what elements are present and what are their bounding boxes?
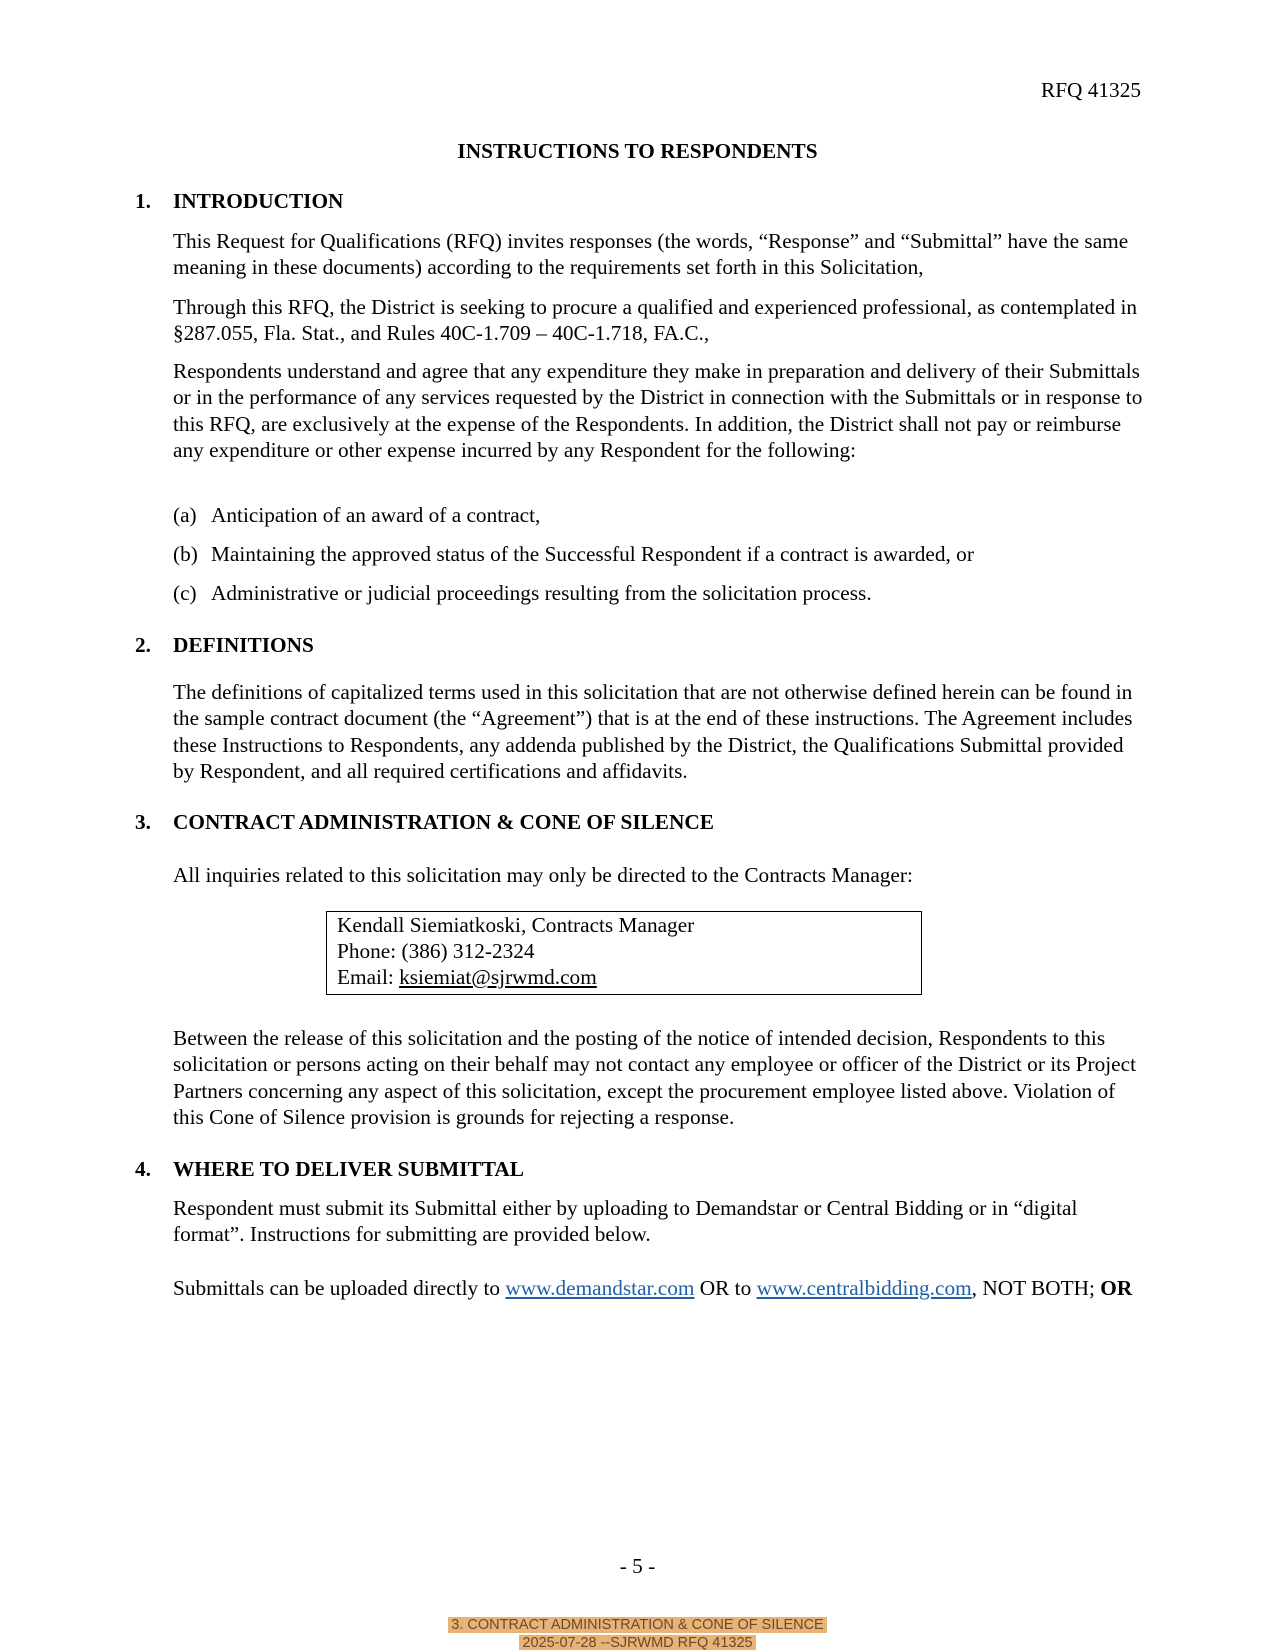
section-heading: WHERE TO DELIVER SUBMITTAL (173, 1157, 524, 1181)
list-label: (a) (173, 503, 197, 527)
centralbidding-link[interactable]: www.centralbidding.com (756, 1276, 972, 1300)
footer-line-2 (0, 1634, 1275, 1650)
email-link[interactable]: ksiemiat@sjrwmd.com (399, 965, 597, 989)
bold-or: OR (1100, 1276, 1133, 1300)
list-text: Maintaining the approved status of the Successful Respondent if a contract is awarded, or (211, 542, 974, 566)
list-item (173, 541, 974, 567)
section-heading: CONTRACT ADMINISTRATION & CONE OF SILENCE (173, 810, 714, 834)
paragraph: Between the release of this solicitation and the posting of the notice of intended decision, Respondents to this solicitation or persons acting on their behalf may not contact any employee or officer of the District or its Project Partners concerning any aspect of this solicitation, except the procurement employee listed above. Violation of this Cone of Silence provision is grounds for rejecting a response. (173, 1026, 1137, 1129)
footer-date-ref: 2025-07-28 --SJRWMD RFQ 41325 (519, 1635, 755, 1650)
demandstar-link[interactable]: www.demandstar.com (505, 1276, 695, 1300)
text: Submittals can be uploaded directly to (173, 1276, 506, 1300)
paragraph: The definitions of capitalized terms used in this solicitation that are not otherwise defined herein can be found in the sample contract document (the “Agreement”) that is at the end of these instructions. The Agreement includes these Instructions to Respondents, any addenda published by the District, the Qualifications Submittal provided by Respondent, and all required certifications and affidavits. (173, 680, 1133, 783)
footer-section: 3. CONTRACT ADMINISTRATION & CONE OF SILENCE (448, 1617, 826, 1633)
page-number: - 5 - (619, 1554, 656, 1578)
paragraph: This Request for Qualifications (RFQ) invites responses (the words, “Response” and “Submittal” have the same meaning in these documents) according to the requirements set forth in this Solicitation, (173, 229, 1129, 280)
section-heading: INTRODUCTION (173, 189, 344, 213)
rfq-header: RFQ 41325 (1041, 78, 1141, 102)
section-number: 4. (135, 1157, 151, 1181)
list-label: (c) (173, 581, 197, 605)
paragraph: Respondents understand and agree that any expenditure they make in preparation and delivery of their Submittals or in the performance of any services requested by the District in connection with the Submittals or in response to this RFQ, are exclusively at the expense of the Respondents. In addition, the District shall not pay or reimburse any expenditure or other expense incurred by any Respondent for the following: (173, 359, 1143, 462)
upload-paragraph (173, 1275, 1145, 1301)
contact-name: Kendall Siemiatkoski, Contracts Manager (337, 913, 695, 937)
section-number: 2. (135, 633, 151, 657)
email-label: Email: (337, 965, 400, 989)
contact-box (326, 911, 922, 995)
text: OR to (694, 1276, 757, 1300)
contact-email-row (337, 964, 911, 990)
paragraph: Respondent must submit its Submittal either by uploading to Demandstar or Central Bidding or in “digital format”. Instructions for submitting are provided below. (173, 1196, 1078, 1247)
list-text: Anticipation of an award of a contract, (211, 503, 541, 527)
footer-line-1 (0, 1616, 1275, 1634)
paragraph: Through this RFQ, the District is seeking to procure a qualified and experienced professional, as contemplated in §287.055, Fla. Stat., and Rules 40C-1.709 – 40C-1.718, FA.C., (173, 295, 1138, 346)
list-item (173, 502, 540, 528)
section-heading: DEFINITIONS (173, 633, 314, 657)
section-number: 1. (135, 189, 151, 213)
text: , NOT BOTH; (971, 1276, 1101, 1300)
page-title: INSTRUCTIONS TO RESPONDENTS (457, 139, 818, 163)
section-number: 3. (135, 810, 151, 834)
list-text: Administrative or judicial proceedings resulting from the solicitation process. (211, 581, 872, 605)
contact-phone: Phone: (386) 312-2324 (337, 939, 535, 963)
list-label: (b) (173, 542, 198, 566)
paragraph: All inquiries related to this solicitation may only be directed to the Contracts Manager: (173, 863, 913, 887)
list-item (173, 580, 872, 606)
